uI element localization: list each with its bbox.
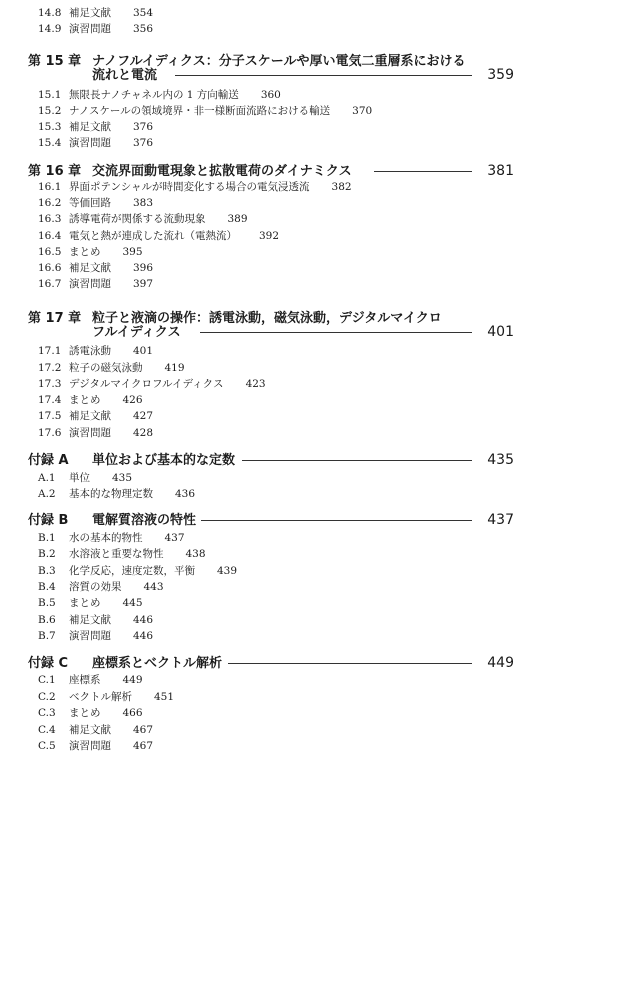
- toc-section: B.6 補足文献 446: [38, 614, 154, 626]
- chapter-title: 座標系とベクトル解析: [92, 656, 223, 671]
- toc-section: B.5 まとめ 445: [38, 597, 143, 609]
- chapter-page: 401: [487, 324, 514, 340]
- toc-section: B.2 水溶液と重要な物性 438: [38, 548, 206, 560]
- toc-section: 15.2 ナノスケールの領域境界・非一様断面流路における輸送 370: [38, 105, 373, 117]
- toc-section: 14.9 演習問題 356: [38, 23, 154, 35]
- chapter-title: 電解質溶液の特性: [92, 513, 197, 528]
- toc-section: 16.7 演習問題 397: [38, 278, 154, 290]
- toc-section: C.2 ベクトル解析 451: [38, 691, 175, 703]
- chapter-label: 第 16 章: [28, 164, 82, 179]
- toc-section: 17.6 演習問題 428: [38, 427, 154, 439]
- appendix-b-heading: [28, 512, 514, 529]
- chapter-title-continued: 流れと電流: [92, 68, 158, 83]
- toc-section: 16.3 誘導電荷が関係する流動現象 389: [38, 213, 248, 225]
- appendix-c-heading: [28, 655, 514, 672]
- toc-section: 17.4 まとめ 426: [38, 394, 143, 406]
- leader-rule: [242, 460, 472, 461]
- chapter-label: 付録 B: [28, 513, 69, 528]
- toc-section: A.2 基本的な物理定数 436: [38, 488, 196, 500]
- chapter-title: 単位および基本的な定数: [92, 453, 236, 468]
- toc-section: B.4 溶質の効果 443: [38, 581, 164, 593]
- chapter-title: ナノフルイディクス：分子スケールや厚い電気二重層系における: [92, 54, 466, 69]
- appendix-a-heading: [28, 452, 514, 469]
- chapter-page: 449: [487, 655, 514, 671]
- chapter-page: 437: [487, 512, 514, 528]
- chapter-17-heading: [28, 310, 514, 344]
- chapter-label: 付録 C: [28, 656, 69, 671]
- chapter-title: 交流界面動電現象と拡散電荷のダイナミクス: [92, 164, 352, 179]
- toc-section: 16.6 補足文献 396: [38, 262, 154, 274]
- toc-section: A.1 単位 435: [38, 472, 133, 484]
- toc-section: C.4 補足文献 467: [38, 724, 154, 736]
- toc-section: 17.2 粒子の磁気泳動 419: [38, 362, 185, 374]
- toc-section: 16.5 まとめ 395: [38, 246, 143, 258]
- toc-section: B.7 演習問題 446: [38, 630, 154, 642]
- chapter-page: 381: [487, 163, 514, 179]
- chapter-label: 第 17 章: [28, 311, 82, 326]
- chapter-16-heading: [28, 163, 514, 180]
- toc-section: C.3 まとめ 466: [38, 707, 143, 719]
- leader-rule: [228, 663, 472, 664]
- toc-section: 17.1 誘電泳動 401: [38, 345, 154, 357]
- chapter-15-heading: [28, 53, 514, 87]
- toc-section: 16.1 界面ポテンシャルが時間変化する場合の電気浸透流 382: [38, 181, 352, 193]
- toc-section: B.1 水の基本的物性 437: [38, 532, 185, 544]
- chapter-label: 第 15 章: [28, 54, 82, 69]
- toc-section: 15.3 補足文献 376: [38, 121, 154, 133]
- toc-section: C.1 座標系 449: [38, 674, 143, 686]
- toc-section: 16.2 等価回路 383: [38, 197, 154, 209]
- toc-section: 14.8 補足文献 354: [38, 7, 154, 19]
- leader-rule: [201, 520, 472, 521]
- chapter-page: 359: [487, 67, 514, 83]
- toc-section: 17.3 デジタルマイクロフルイディクス 423: [38, 378, 266, 390]
- chapter-label: 付録 A: [28, 453, 69, 468]
- toc-section: B.3 化学反応，速度定数，平衡 439: [38, 565, 238, 577]
- toc-section: 15.4 演習問題 376: [38, 137, 154, 149]
- leader-rule: [200, 332, 472, 333]
- chapter-page: 435: [487, 452, 514, 468]
- toc-section: 16.4 電気と熱が連成した流れ（電熱流） 392: [38, 230, 280, 242]
- toc-section: 15.1 無限長ナノチャネル内の 1 方向輸送 360: [38, 89, 281, 101]
- toc-section: C.5 演習問題 467: [38, 740, 154, 752]
- chapter-title: 粒子と液滴の操作：誘電泳動，磁気泳動，デジタルマイクロ: [92, 311, 442, 326]
- chapter-title-continued: フルイディクス: [92, 325, 181, 340]
- leader-rule: [374, 171, 472, 172]
- leader-rule: [175, 75, 472, 76]
- toc-section: 17.5 補足文献 427: [38, 410, 154, 422]
